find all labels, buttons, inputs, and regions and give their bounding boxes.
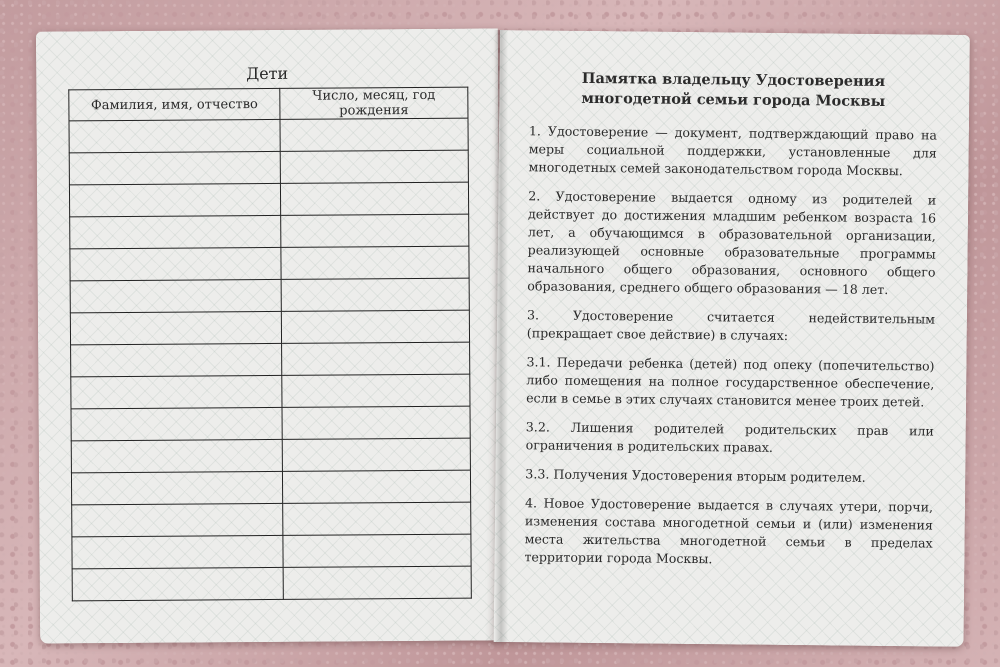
children-title: Дети [246,63,289,84]
table-row [72,534,471,569]
table-row [69,182,468,217]
memo-paragraph-2: 2. Удостоверение выдается одному из родителей и действует до достижения младшим ребенком возраста 16 лет, а обучающимся в образовательной организации, реализующей основные образовательные программы начального общего образования, основного общего образования, среднего общего образования — 18 лет. [527,188,937,298]
birthdate-cell [282,406,470,439]
name-cell [70,215,281,248]
memo-paragraph-3-2: 3.2. Лишения родителей родительских прав или ограничения в родительских правах. [525,419,934,455]
name-cell [69,119,280,152]
birthdate-cell [282,374,470,407]
birthdate-cell [281,246,469,279]
table-row [70,246,469,281]
memo-paragraph-3: 3. Удостоверение считается недействительным (прекращает свое действие) в случаях: [526,307,936,344]
open-booklet [38,30,970,642]
name-cell [71,375,282,408]
table-row [71,438,470,473]
birthdate-cell [282,470,470,503]
name-cell [71,407,282,440]
birthdate-cell [283,566,471,599]
name-cell [72,535,283,568]
birthdate-cell [280,150,468,183]
table-row [71,374,470,409]
table-row [70,278,469,313]
memo-title [529,68,937,112]
birthdate-cell [282,438,470,471]
table-row [72,502,471,537]
memo-paragraph-3-1: 3.1. Передачи ребенка (детей) под опеку (попечительство) либо помещения на полное государственное обеспечение, если в семье в этих случаях становится менее троих детей. [526,354,935,410]
name-cell [72,503,283,536]
memo-paragraph-4: 4. Новое Удостоверение выдается в случаях утери, порчи, изменения состава многодетной семьи и (или) изменения места жительства многодетной семьи в пределах территории города Москвы. [524,495,934,567]
birthdate-cell [280,182,468,215]
table-row [70,310,469,345]
memo-paragraph-3-3: 3.3. Получения Удостоверения вторым родителем. [525,466,866,485]
memo-title-line-2: многодетной семьи города Москвы [581,89,886,111]
booklet-spine [494,30,508,642]
table-row [70,214,469,249]
birthdate-cell [281,278,469,311]
birthdate-cell [283,502,471,535]
children-table [68,87,472,602]
table-row [69,118,468,153]
memo-paragraph-1: 1. Удостоверение — документ, подтверждающий право на меры социальной поддержки, установленные для многодетных семей законодательством города Москвы. [528,123,938,179]
birthdate-column-header: Число, месяц, год рождения [280,87,468,119]
name-cell [69,151,280,184]
name-cell [72,567,283,600]
birthdate-cell [281,310,469,343]
memo-content [524,68,937,581]
table-header-row [69,87,468,121]
name-cell [71,439,282,472]
name-cell [71,471,282,504]
left-page [36,28,502,643]
memo-title-line-1: Памятка владельцу Удостоверения [581,69,886,91]
birthdate-cell [282,342,470,375]
name-column-header: Фамилия, имя, отчество [69,88,280,120]
name-cell [70,247,281,280]
name-cell [69,183,280,216]
name-cell [70,311,281,344]
birthdate-cell [280,118,468,151]
table-row [71,470,470,505]
name-cell [70,279,281,312]
table-row [69,150,468,185]
table-row [71,342,470,377]
birthdate-cell [281,214,469,247]
table-row [71,406,470,441]
name-cell [71,343,282,376]
right-page [494,30,970,647]
table-row [72,566,471,601]
children-table-body [69,118,471,601]
birthdate-cell [283,534,471,567]
